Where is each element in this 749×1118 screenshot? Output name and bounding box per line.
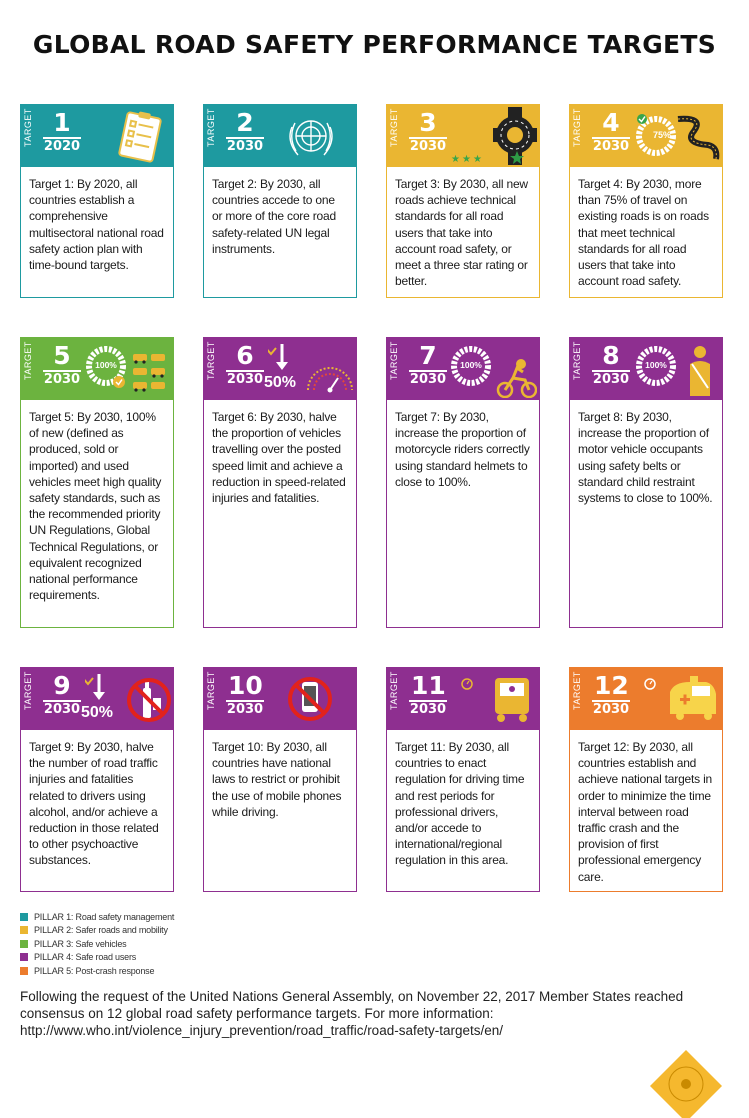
svg-text:★: ★ xyxy=(451,154,460,165)
card-header xyxy=(387,105,539,167)
pillar-legend xyxy=(20,910,174,978)
page-title: GLOBAL ROAD SAFETY PERFORMANCE TARGETS xyxy=(32,30,717,59)
target-label: TARGET xyxy=(572,671,582,710)
target-year: 2020 xyxy=(43,139,81,154)
target-number: 5 xyxy=(53,341,71,370)
legend-label: PILLAR 5: Post-crash response xyxy=(34,965,155,976)
target-year: 2030 xyxy=(43,372,81,387)
target-year: 2030 xyxy=(409,139,447,154)
target-description: Target 7: By 2030, increase the proportion of motorcycle riders correctly using standard helmets to close to 100%. xyxy=(395,410,530,489)
target-description: Target 4: By 2030, more than 75% of travel on existing roads is on roads that meet technical standards for all road users that take into account road safety. xyxy=(578,177,709,289)
card-header xyxy=(570,668,722,730)
target-label: TARGET xyxy=(206,108,216,147)
target-description: Target 12: By 2030, all countries establish and achieve national targets in order to minimize the time interval between road traffic crash and the provision of first professional emergency care. xyxy=(578,740,713,884)
target-label: TARGET xyxy=(23,671,33,710)
legend-swatch xyxy=(20,940,28,948)
percent-50-label: 50% xyxy=(264,374,297,391)
card-header xyxy=(21,668,173,730)
target-card-3 xyxy=(386,104,540,298)
card-header xyxy=(387,668,539,730)
target-description: Target 8: By 2030, increase the proportion of motor vehicle occupants using safety belts or standard child restraint systems to close to 100%. xyxy=(578,410,713,506)
target-number: 7 xyxy=(419,341,437,370)
target-year: 2030 xyxy=(226,372,264,387)
target-description: Target 1: By 2020, all countries establish a comprehensive multisectoral national road safety action plan with time-bound targets. xyxy=(29,177,164,273)
legend-label: PILLAR 2: Safer roads and mobility xyxy=(34,925,168,936)
target-description: Target 10: By 2030, all countries have national laws to restrict or prohibit the use of mobile phones while driving. xyxy=(212,740,342,819)
percent-75-label: 75% xyxy=(652,130,671,140)
target-card-11 xyxy=(386,667,540,892)
legend-label: PILLAR 3: Safe vehicles xyxy=(34,938,127,949)
target-card-2 xyxy=(203,104,357,298)
card-header xyxy=(387,338,539,400)
legend-item-pillar-5 xyxy=(20,964,174,978)
target-label: TARGET xyxy=(389,671,399,710)
svg-text:★: ★ xyxy=(473,154,482,165)
footer-note: Following the request of the United Nations General Assembly, on November 22, 2017 Member States reached consensus on 12 global road safety performance targets. For more information: http://www.who.int/violence_injury_prevention/road_traffic/road-safety-targets/en/ xyxy=(20,989,684,1038)
target-card-4 xyxy=(569,104,723,298)
target-number: 4 xyxy=(602,108,620,137)
legend-item-pillar-3 xyxy=(20,937,174,951)
target-card-6 xyxy=(203,337,357,628)
target-card-1 xyxy=(20,104,174,298)
card-header xyxy=(570,105,722,167)
target-label: TARGET xyxy=(206,341,216,380)
ambulance-icon xyxy=(634,670,720,728)
target-number: 1 xyxy=(53,108,71,137)
target-number: 10 xyxy=(228,671,263,700)
legend-label: PILLAR 4: Safe road users xyxy=(34,952,137,963)
percent-100-label: 100% xyxy=(645,360,667,370)
target-number: 6 xyxy=(236,341,254,370)
percent-100-label: 100% xyxy=(460,360,482,370)
legend-swatch xyxy=(20,967,28,975)
target-number: 3 xyxy=(419,108,437,137)
card-header xyxy=(21,338,173,400)
target-card-7 xyxy=(386,337,540,628)
target-description: Target 6: By 2030, halve the proportion of vehicles travelling over the posted speed limit and achieve a reduction in speed-related injuries and fatalities. xyxy=(212,410,346,506)
target-label: TARGET xyxy=(572,341,582,380)
target-description: Target 3: By 2030, all new roads achieve technical standards for all road users that take into account road safety, or meet a three star rating or better. xyxy=(395,177,528,289)
target-label: TARGET xyxy=(206,671,216,710)
percent-100-label: 100% xyxy=(95,360,117,370)
target-label: TARGET xyxy=(572,108,582,147)
svg-text:★: ★ xyxy=(462,154,471,165)
target-year: 2030 xyxy=(226,702,264,717)
legend-item-pillar-2 xyxy=(20,924,174,938)
no-mobile-phone-icon xyxy=(268,670,354,728)
target-year: 2030 xyxy=(592,372,630,387)
target-number: 11 xyxy=(411,671,446,700)
target-number: 9 xyxy=(53,671,71,700)
target-description: Target 9: By 2030, halve the number of road traffic injuries and fatalities related to drivers using alcohol, and/or achieve a reduction in those related to other psychoactive substances. xyxy=(29,740,159,868)
un-emblem-icon xyxy=(268,107,354,165)
target-card-5 xyxy=(20,337,174,628)
target-card-9 xyxy=(20,667,174,892)
target-year: 2030 xyxy=(409,702,447,717)
target-description: Target 11: By 2030, all countries to enact regulation for driving time and rest periods for professional drivers, and/or accede to international/regional regulation in this area. xyxy=(395,740,525,868)
roundabout-three-star-icon xyxy=(451,107,537,165)
card-header xyxy=(204,338,356,400)
percent-50-label: 50% xyxy=(81,704,114,721)
target-number: 2 xyxy=(236,108,254,137)
professional-driver-truck-icon xyxy=(451,670,537,728)
target-number: 8 xyxy=(602,341,620,370)
target-label: TARGET xyxy=(23,341,33,380)
target-label: TARGET xyxy=(389,341,399,380)
decade-of-action-logo xyxy=(648,1048,724,1118)
clipboard-checklist-icon xyxy=(85,107,171,165)
legend-label: PILLAR 1: Road safety management xyxy=(34,911,175,922)
target-year: 2030 xyxy=(409,372,447,387)
target-description: Target 2: By 2030, all countries accede to one or more of the core road safety-related UN legal instruments. xyxy=(212,177,336,256)
legend-item-pillar-4 xyxy=(20,951,174,965)
target-number: 12 xyxy=(594,671,629,700)
target-year: 2030 xyxy=(226,139,264,154)
target-label: TARGET xyxy=(389,108,399,147)
target-label: TARGET xyxy=(23,108,33,147)
target-year: 2030 xyxy=(592,702,630,717)
legend-item-pillar-1 xyxy=(20,910,174,924)
target-card-12 xyxy=(569,667,723,892)
target-year: 2030 xyxy=(592,139,630,154)
card-header xyxy=(21,105,173,167)
legend-swatch xyxy=(20,913,28,921)
target-card-10 xyxy=(203,667,357,892)
legend-swatch xyxy=(20,953,28,961)
card-header xyxy=(204,105,356,167)
target-description: Target 5: By 2030, 100% of new (defined as produced, sold or imported) and used vehicles meet high quality safety standards, such as the recommended priority UN Regulations, Global Technical Regulations, or equivalent recognized national performance requirements. xyxy=(29,410,162,603)
target-year: 2030 xyxy=(43,702,81,717)
target-card-8 xyxy=(569,337,723,628)
legend-swatch xyxy=(20,926,28,934)
card-header xyxy=(204,668,356,730)
card-header xyxy=(570,338,722,400)
